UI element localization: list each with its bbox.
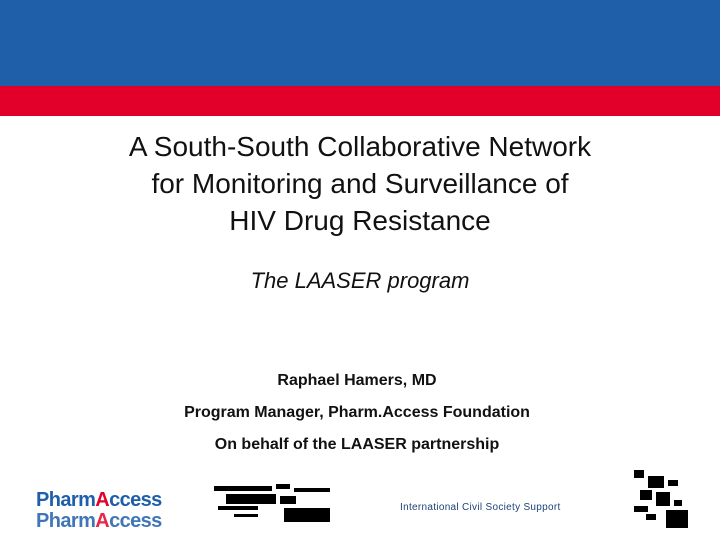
presenter-role: Program Manager, Pharm.Access Foundation [184,404,530,421]
title-line: HIV Drug Resistance [229,205,491,236]
title-line: for Monitoring and Surveillance of [151,168,569,199]
partnership-line: On behalf of the LAASER partnership [214,436,500,453]
presenter-name: Raphael Hamers, MD [277,372,437,389]
pharmaccess-logo: PharmAccess PharmAccess [36,489,162,532]
header-red-band [0,86,720,116]
header-blue-band [0,0,720,86]
partner-logo-bars [214,484,330,524]
slide-title [40,128,680,239]
partner-logo-checker [634,470,688,528]
title-line: A South-South Collaborative Network [128,131,592,162]
icss-logo-text: International Civil Society Support [400,502,561,513]
slide-subtitle: The LAASER program [250,268,470,293]
